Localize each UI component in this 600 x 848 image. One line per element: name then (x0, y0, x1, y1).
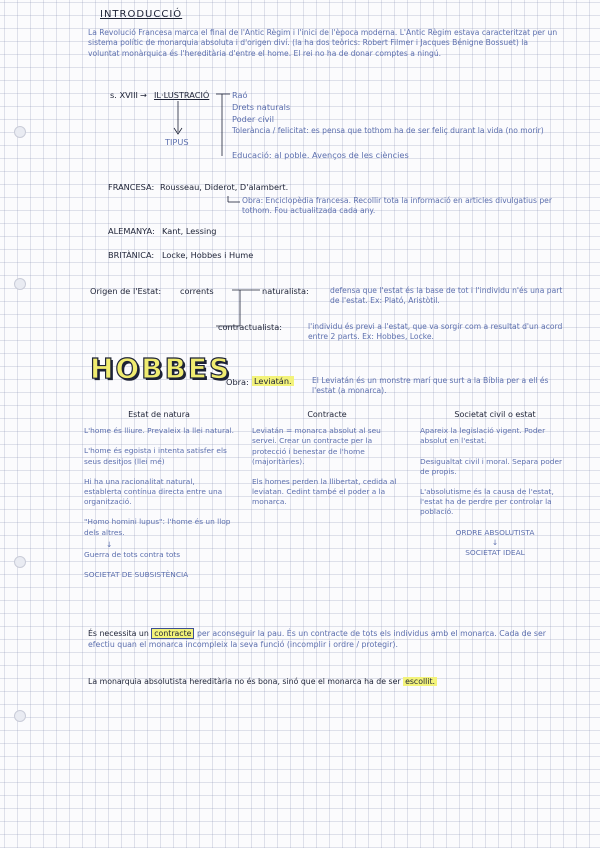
societat-ideal: SOCIETAT IDEAL (465, 548, 525, 558)
tipus-label: TIPUS (165, 137, 189, 147)
arrow-down-icon: ↓ (491, 537, 499, 547)
binder-hole (14, 710, 26, 722)
hobbes-heading: HOBBES (90, 352, 232, 385)
contractualista-text: l'individu és previ a l'estat, que va sorgir com a resultat d'un acord entre 2 parts. Ex: Hobbes, Locke. (308, 322, 563, 342)
arrow-down-icon: ↓ (106, 539, 113, 549)
enciclopedia-note: Obra: Enciclopèdia francesa. Recollir tota la informació en articles divulgatius per tothom. Fou actualitzada cada any. (242, 196, 552, 216)
contracte-column (252, 410, 402, 518)
monarquia-paragraph (88, 676, 566, 687)
naturalista-label: naturalista: (262, 286, 309, 296)
column-paragraph: Els homes perden la llibertat, cedida al leviatan. Cedint també el poder a la monarca. (252, 477, 397, 507)
france-label: FRANCESA: (108, 182, 155, 192)
societat-civil-column (420, 410, 570, 558)
ordre-absolutista: ORDRE ABSOLUTISTA (455, 527, 535, 537)
naturalista-text: defensa que l'estat és la base de tot i l'individu n'és una part de l'estat. Ex: Plató, Aristòtil. (330, 286, 563, 306)
origin-label: Origen de l'Estat: (90, 286, 162, 296)
germany-label: ALEMANYA: (108, 226, 155, 236)
estat-natura-heading: Estat de natura (128, 410, 190, 419)
germany-authors: Kant, Lessing (162, 226, 217, 236)
column-paragraph: "Homo homini lupus": l'home és un llop dels altres. (84, 517, 231, 537)
binder-hole (14, 126, 26, 138)
column-paragraph: Desigualtat civil i moral. Separa poder de propis. (420, 456, 563, 476)
column-paragraph: Apareix la legislació vigent. Poder absolut en l'estat. (420, 426, 546, 446)
leviathan-note: El Leviatán és un monstre marí que surt a la Bíblia per a ell és l'estat (a monarca). (312, 376, 549, 396)
contractualista-label: contractualista: (218, 322, 283, 332)
binder-hole (14, 278, 26, 290)
binder-hole (14, 556, 26, 568)
societat-subsistencia: SOCIETAT DE SUBSISTÈNCIA (84, 570, 189, 580)
text-span: La monarquia absolutista hereditària no és bona, sinó que el monarca ha de ser (88, 677, 401, 686)
guerra-line: Guerra de tots contra tots (84, 550, 181, 560)
text-span: per aconseguir la pau. És un contracte de tots els individus amb el monarca. Cada de ser efectiu quan el monarca incompleix la seva funció (incomplir i ordre / protegir). (88, 629, 546, 649)
column-paragraph: Hi ha una racionalitat natural, establerta contínua directa entre una organització. (84, 476, 223, 507)
france-authors: Rousseau, Diderot, D'alambert. (160, 182, 289, 192)
illustracio-item: Drets naturals (232, 102, 291, 112)
britain-authors: Locke, Hobbes i Hume (162, 250, 254, 260)
intro-paragraph: La Revolució Francesa marca el final de l'Antic Règim i l'inici de l'època moderna. L'Antic Règim estava caracteritzat per un sistema polític de monarquia absoluta i d'origen diví. (la ha dos teòrics: Robert Filmer i Jacques Bénigne Bossuet) la voluntat monàrquica és l'hereditària d'entre el home. El rei no ha de donar comptes a ningú. (88, 28, 558, 58)
contracte-highlight: contracte (151, 628, 194, 639)
arrow-icon: → (140, 90, 147, 100)
illustracio-item: Tolerància / felicitat: es pensa que tothom ha de ser feliç durant la vida (no morir) (232, 126, 544, 135)
societat-civil-heading: Societat civil o estat (454, 410, 536, 419)
illustracio-item: Poder civil (232, 114, 275, 124)
escollit-highlight: escollit. (405, 677, 436, 686)
column-paragraph: L'absolutisme és la causa de l'estat, l'estat ha de perdre per controlar la població. (420, 487, 554, 517)
corrents-label: corrents (180, 286, 214, 296)
leviathan-highlight: Leviatán. (254, 376, 292, 386)
estat-natura-column (84, 410, 234, 580)
column-paragraph: Leviatán = monarca absolut al seu servei. Crear un contracte per la protecció i benestar de l'home (majoritàries). (252, 426, 381, 466)
illustracio-heading: IL·LUSTRACIÓ (154, 90, 210, 100)
column-paragraph: L'home és egoista i intenta satisfer els seus desitjos (llei mé) (84, 446, 227, 466)
obra-prefix: Obra: (226, 377, 249, 387)
text-span: És necessita un (88, 629, 149, 638)
britain-label: BRITÀNICA: (108, 250, 155, 260)
column-paragraph: L'home és lliure. Prevaleix la llei natural. (84, 426, 234, 436)
illustracio-item: Educació: al poble. Avenços de les ciències (232, 150, 409, 160)
page-title: INTRODUCCIÓ (100, 9, 183, 20)
illustracio-item: Raó (232, 90, 248, 100)
contracte-heading: Contracte (307, 410, 347, 419)
century-label: s. XVIII (110, 90, 138, 100)
contracte-paragraph (88, 628, 566, 650)
